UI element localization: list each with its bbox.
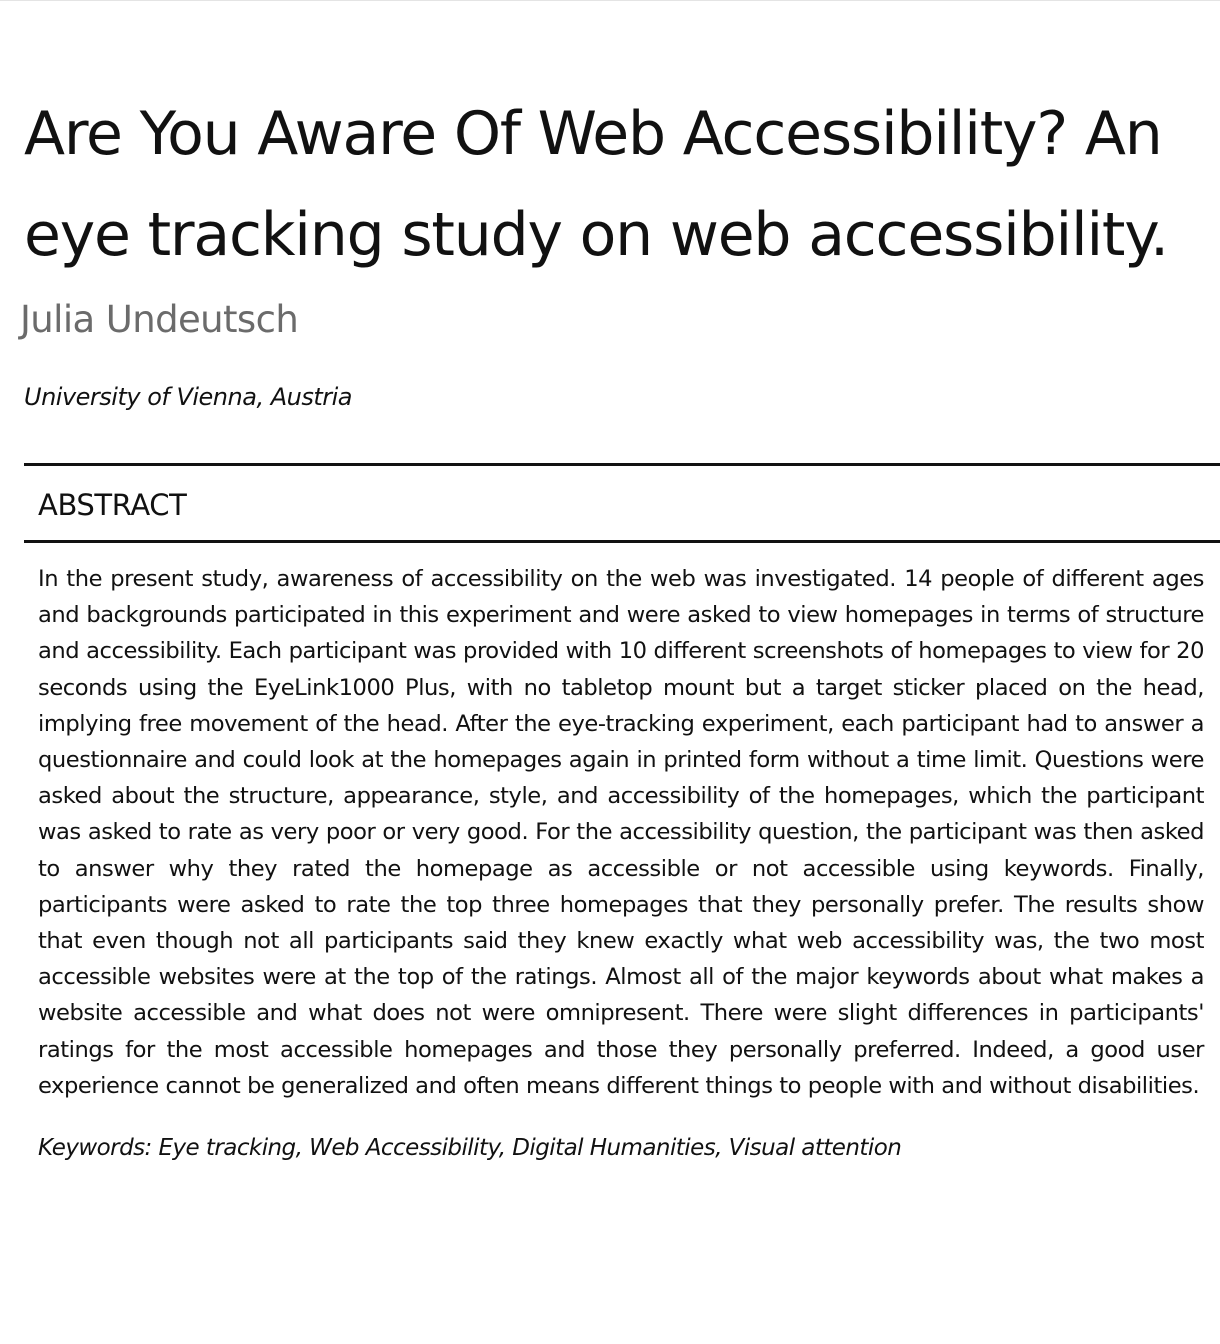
author-affiliation: University of Vienna, Austria (24, 383, 352, 411)
keywords-line: Keywords: Eye tracking, Web Accessibility, Digital Humanities, Visual attention (38, 1135, 902, 1162)
author-name: Julia Undeutsch (20, 298, 299, 341)
abstract-heading-rule (24, 540, 1220, 543)
abstract-heading: ABSTRACT (38, 488, 187, 522)
abstract-section (24, 463, 1220, 1164)
paper-page (20, 0, 1220, 1162)
abstract-body: In the present study, awareness of accessibility on the web was investigated. 14 people of different ages and backgrounds participated in this experiment and were asked to view homepages in terms of structure and accessibility. Each participant was provided with 10 different screenshots of homepages to view for 20 seconds using the EyeLink1000 Plus, with no tabletop mount but a target sticker placed on the head, implying free movement of the head. After the eye-tracking experiment, each participant had to answer a questionnaire and could look at the homepages again in printed form without a time limit. Questions were asked about the structure, appearance, style, and accessibility of the homepages, which the participant was asked to rate as very poor or very good. For the accessibility question, the participant was then asked to answer why they rated the homepage as accessible or not accessible using keywords. Finally, participants were asked to rate the top three homepages that they personally prefer. The results show that even though not all participants said they knew exactly what web accessibility was, the two most accessible websites were at the top of the ratings. Almost all of the major keywords about what makes a website accessible and what does not were omnipresent. There were slight differences in participants' ratings for the most accessible homepages and those they personally preferred. Indeed, a good user experience cannot be generalized and often means different things to people with and without disabilities. (38, 566, 1204, 1099)
paper-title: Are You Aware Of Web Accessibility? An eye tracking study on web accessibility. (24, 99, 1168, 270)
